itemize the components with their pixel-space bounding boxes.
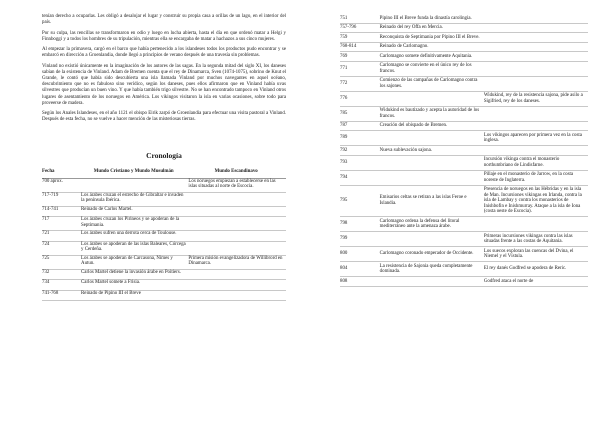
table-row <box>340 131 588 146</box>
table-row <box>340 146 588 156</box>
date-cell: 734 <box>42 280 81 291</box>
column-header-christian: Mundo Cristiano y Mundo Musulmán <box>81 169 188 178</box>
table-row <box>340 247 588 262</box>
christian-cell: Carlomagno coronado emperador de Occidente. <box>380 247 484 262</box>
table-row <box>42 269 286 280</box>
scandinavian-cell <box>188 217 286 231</box>
scandinavian-cell <box>484 121 588 131</box>
christian-cell <box>380 155 484 170</box>
table-row <box>340 76 588 91</box>
table-row <box>42 206 286 217</box>
scandinavian-cell: Widukind, rey de la resistencia sajona, pide asilo a Sigifried, rey de los daneses. <box>484 91 588 106</box>
christian-cell: Los árabes se apoderan de las islas Baleares, Córcega y Cerdeña. <box>81 241 188 255</box>
scandinavian-cell: Los noruegos empiezan a establecerse en las islas situadas al norte de Escocia. <box>188 178 286 192</box>
christian-cell: Reconquista de Septimania por Pipino III el Breve. <box>380 33 484 43</box>
date-cell: 808 <box>340 277 380 287</box>
table-row <box>340 91 588 106</box>
christian-cell <box>380 277 484 287</box>
christian-cell: Pipino III el Breve funda la dinastía carolingia. <box>380 14 484 23</box>
christian-cell: Los árabes sufren una derrota cerca de Toulouse. <box>81 231 188 242</box>
christian-cell <box>81 178 188 192</box>
table-row <box>340 232 588 247</box>
date-cell: 700 aprox. <box>42 178 81 192</box>
scandinavian-cell: Primeras incursiones vikingas contra las islas situadas frente a las costas de Aquitania. <box>484 232 588 247</box>
date-cell: 787 <box>340 121 380 131</box>
scandinavian-cell: Presencia de noruegos en las Hébridas y en la isla de Man. Incursiones vikingas en Irlanda, contra la isla de Lambay y contra los monasterios de Inishbofin e Inishmurray. Ataque a la isla de Iona (costa oeste de Escocia). <box>484 185 588 217</box>
table-row <box>42 280 286 291</box>
table-row <box>42 290 286 301</box>
table-row <box>340 23 588 33</box>
date-cell: 785 <box>340 106 380 121</box>
scandinavian-cell <box>188 280 286 291</box>
scandinavian-cell <box>484 76 588 91</box>
table-header-row <box>42 169 286 178</box>
scandinavian-cell <box>188 269 286 280</box>
scandinavian-cell: Godfred ataca el norte de <box>484 277 588 287</box>
christian-cell: Reinado de Carlomagno. <box>380 42 484 52</box>
scandinavian-cell <box>188 206 286 217</box>
table-body <box>340 14 588 286</box>
date-cell: 795 <box>340 185 380 217</box>
paragraph: Al empezar la primavera, cargó en el barco que había pertenecido a los islandeses todos los productos pudo encontrar y se embarcó en dirección a Groenlandia, donde llegó a principios de verano después de una travesía sin problemas. <box>42 47 286 59</box>
scandinavian-cell <box>484 33 588 43</box>
chronology-title: Cronología <box>146 151 182 161</box>
date-cell: 798 <box>340 217 380 232</box>
table-row <box>340 106 588 121</box>
table-row <box>340 52 588 62</box>
table-row <box>340 262 588 277</box>
scandinavian-cell: El rey danés Godfred se apodera de Reric. <box>484 262 588 277</box>
date-cell: 717 <box>42 217 81 231</box>
christian-cell: La resistencia de Sajonia queda completamente dominada. <box>380 262 484 277</box>
date-cell: 732 <box>42 269 81 280</box>
christian-cell: Comienzo de las campañas de Carlomagno contra los sajones. <box>380 76 484 91</box>
date-cell: 768-814 <box>340 42 380 52</box>
scandinavian-cell: Incursión vikinga contra el monasterio northumbriano de Lindisfarne. <box>484 155 588 170</box>
scandinavian-cell: Primera misión evangelizadora de Willibrord en Dinamarca. <box>188 255 286 269</box>
table-row <box>42 241 286 255</box>
scandinavian-cell <box>484 42 588 52</box>
column-header-scandinavian: Mundo Escandinavo <box>188 169 286 178</box>
date-cell: 757-796 <box>340 23 380 33</box>
date-cell: 800 <box>340 247 380 262</box>
date-cell: 717-719 <box>42 192 81 206</box>
table-body <box>42 178 286 301</box>
table-row <box>340 185 588 217</box>
date-cell: 794 <box>340 170 380 185</box>
scandinavian-cell <box>484 61 588 76</box>
paragraph: Vinland no existió únicamente en la imaginación de los autores de las sagas. En la segunda mitad del siglo XI, los daneses sabían de la existencia de Vinland. Adam de Bremen cuenta que el rey de Dinamarca, Sven (1074-1075), sobrino de Knut el Grande, le contó que había sido descubierta una isla llamada Vinland por muchos navegantes en aquel océano, descubrimiento que no es fabuloso sino verídico, según los daneses, pues ellos afirmaron que en Vinland había uvas silvestres que producían un buen vino. Y que había también trigo silvestre. No se han encontrado tampoco en Vinland otros lugares de asentamiento de los noruegos en América. Los vikingos visitaron la isla en varias ocasiones, sobre todo para proveerse de madera. <box>42 64 286 106</box>
date-cell: 759 <box>340 33 380 43</box>
table-row <box>42 192 286 206</box>
christian-cell: Carlomagno somete definitivamente Aquitania. <box>380 52 484 62</box>
christian-cell: Reinado de Carlos Martel. <box>81 206 188 217</box>
date-cell: 799 <box>340 232 380 247</box>
date-cell: 793 <box>340 155 380 170</box>
christian-cell <box>380 91 484 106</box>
christian-cell: Widukind es bautizado y acepta la autoridad de los francos. <box>380 106 484 121</box>
date-cell: 724 <box>42 241 81 255</box>
christian-cell: Reinado del rey Offa en Mercia. <box>380 23 484 33</box>
scandinavian-cell <box>484 146 588 156</box>
scandinavian-cell <box>484 217 588 232</box>
christian-cell: Carlos Martel somete a Frisia. <box>81 280 188 291</box>
right-page <box>300 0 600 424</box>
scandinavian-cell <box>188 241 286 255</box>
scandinavian-cell <box>188 192 286 206</box>
table-row <box>340 155 588 170</box>
date-cell: 714-741 <box>42 206 81 217</box>
date-cell: 741-768 <box>42 290 81 301</box>
table-row <box>42 255 286 269</box>
date-cell: 804 <box>340 262 380 277</box>
scandinavian-cell: Pillaje en el monasterio de Jarrow, en la costa noreste de Inglaterra. <box>484 170 588 185</box>
column-header-date: Fecha <box>42 169 81 178</box>
christian-cell: Creación del obispado de Bremen. <box>380 121 484 131</box>
christian-cell: Los árabes cruzan el estrecho de Gibraltar e invaden la península Ibérica. <box>81 192 188 206</box>
table-row <box>42 231 286 242</box>
scandinavian-cell: Los vikingos aparecen por primera vez en la costa inglesa. <box>484 131 588 146</box>
table-row <box>340 61 588 76</box>
date-cell: 725 <box>42 255 81 269</box>
scandinavian-cell <box>188 290 286 301</box>
date-cell: 769 <box>340 52 380 62</box>
scandinavian-cell <box>484 106 588 121</box>
christian-cell: Los árabes cruzan los Pirineos y se apoderan de la Septimania. <box>81 217 188 231</box>
paragraph: Por su culpa, las rencillas se transformaron en odio y luego en lucha abierta, hasta el día en que ordenó matar a Helgi y Finnboggi y a todos los hombres de su tripulación, mientras ella se encargaba de matar a hachazos a sus cinco mujeres. <box>42 30 286 42</box>
date-cell: 721 <box>42 231 81 242</box>
christian-cell: Carlomagno ordena la defensa del litoral mediterráneo ante la amenaza árabe. <box>380 217 484 232</box>
table-row <box>340 170 588 185</box>
scandinavian-cell <box>188 231 286 242</box>
christian-cell: Reinado de Pipino III el Breve <box>81 290 188 301</box>
date-cell: 776 <box>340 91 380 106</box>
scandinavian-cell <box>484 23 588 33</box>
paragraph: tenían derecho a ocuparlas. Les obligó a desalojar el lugar y construir su propia casa a orillas de un lago, en el interior del país. <box>42 14 286 26</box>
scandinavian-cell <box>484 52 588 62</box>
chronology-table-continued <box>340 14 588 287</box>
christian-cell: Emisarios celtas se retiran a las islas Feroe e Islandia. <box>380 185 484 217</box>
christian-cell <box>380 131 484 146</box>
table-row <box>340 277 588 287</box>
christian-cell: Los árabes se apoderan de Carcasona, Nimes y Autun. <box>81 255 188 269</box>
christian-cell: Carlomagno se convierte en el único rey de los francos. <box>380 61 484 76</box>
table-row <box>340 121 588 131</box>
date-cell: 789 <box>340 131 380 146</box>
scandinavian-cell: Los suecos exploran las cuencas del Dvina, el Niemel y el Vístula. <box>484 247 588 262</box>
table-row <box>340 42 588 52</box>
christian-cell: Carlos Martel detiene la invasión árabe en Poitiers. <box>81 269 188 280</box>
scandinavian-cell <box>484 14 588 23</box>
chronology-table <box>42 169 286 301</box>
table-row <box>42 178 286 192</box>
date-cell: 751 <box>340 14 380 23</box>
date-cell: 771 <box>340 61 380 76</box>
table-row <box>340 217 588 232</box>
christian-cell <box>380 170 484 185</box>
date-cell: 792 <box>340 146 380 156</box>
christian-cell <box>380 232 484 247</box>
table-row <box>42 217 286 231</box>
paragraph: Según los Anales Islandeses, en el año 1121 el obispo Eirik zarpó de Groenlandia para efectuar una visita pastoral a Vinland. Después de esta fecha, no se vuelve a hacer mención de las misteriosas tierras. <box>42 111 286 123</box>
table-row <box>340 33 588 43</box>
table-row <box>340 14 588 23</box>
christian-cell: Nueva sublevación sajona. <box>380 146 484 156</box>
date-cell: 772 <box>340 76 380 91</box>
